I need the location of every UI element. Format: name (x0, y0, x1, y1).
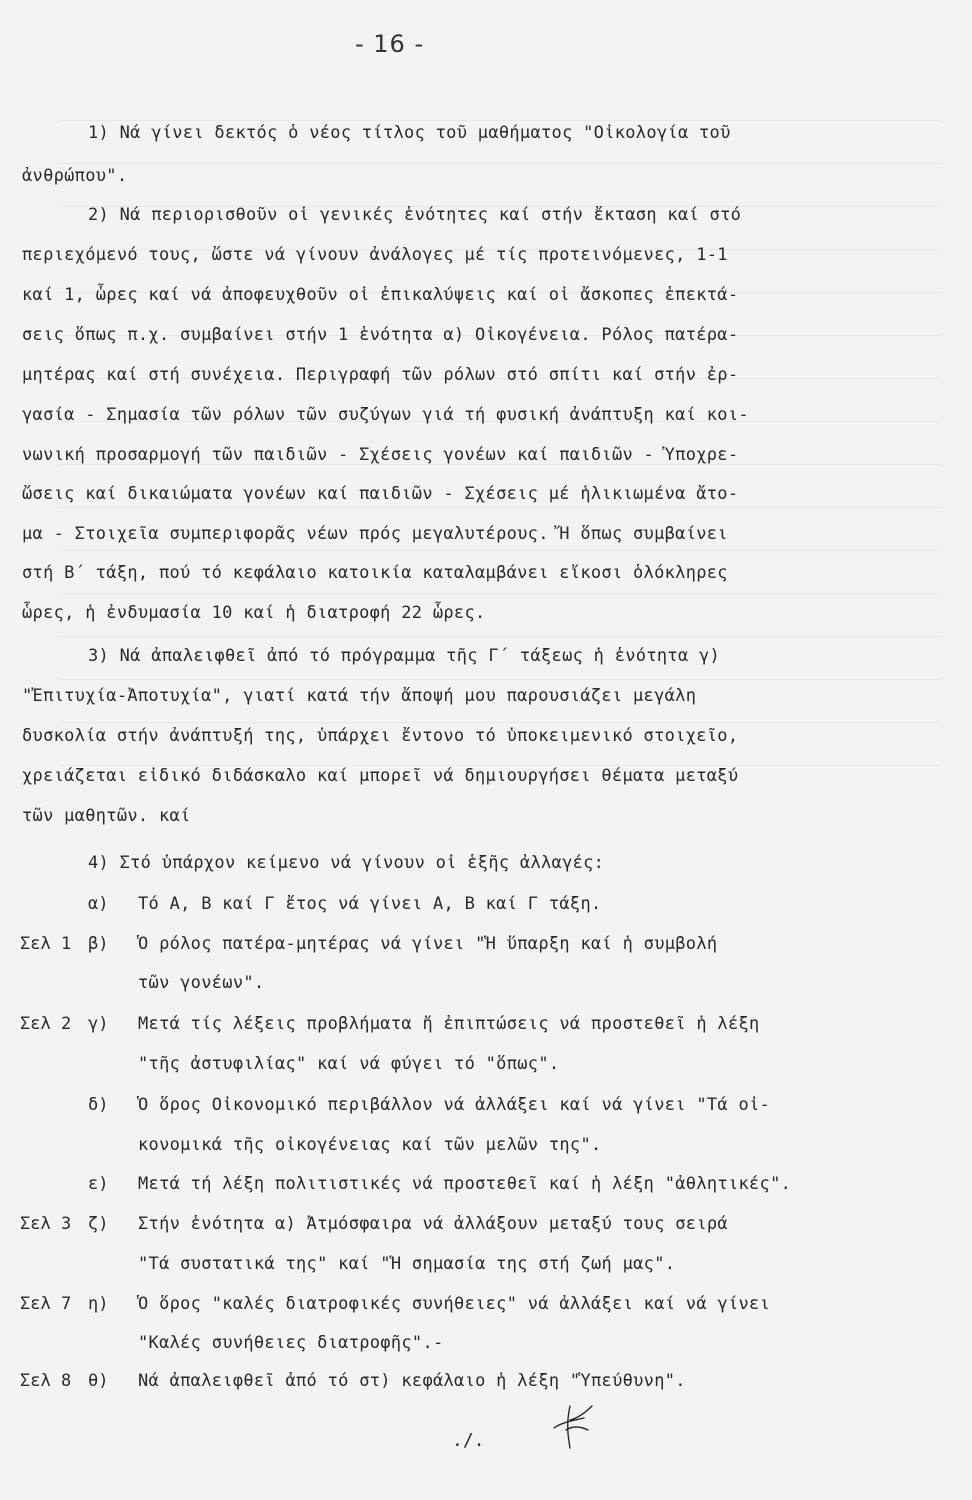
text-line: Ὁ ὅρος "καλές διατροφικές συνήθειες" νά ἀλλάξει καί νά γίνει (138, 1294, 771, 1314)
text-line: χρειάζεται εἰδικό διδάσκαλο καί μπορεῖ νά δημιουργήσει θέματα μεταξύ (22, 766, 739, 786)
text-line: σεις ὅπως π.χ. συμβαίνει στήν 1 ἑνότητα α) Οἰκογένεια. Ρόλος πατέρα- (22, 325, 739, 345)
text-line: νωνική προσαρμογή τῶν παιδιῶν - Σχέσεις γονέων καί παιδιῶν - Ὑποχρε- (22, 445, 739, 465)
page-reference: Σελ 2 (20, 1014, 72, 1034)
page-number: - 16 - (355, 30, 425, 58)
text-line: "Τά συστατικά της" καί "Ἡ σημασία της στή ζωή μας". (138, 1254, 676, 1274)
text-line: Νά ἀπαλειφθεῖ ἀπό τό στ) κεφάλαιο ἡ λέξη "Ὑπεύθυνη". (138, 1371, 686, 1391)
page-reference: Σελ 3 (20, 1214, 72, 1234)
text-line: ὧρες, ἡ ἐνδυμασία 10 καί ἡ διατροφή 22 ὧρες. (22, 603, 486, 623)
item-label: ε) (88, 1174, 109, 1194)
text-line: Ὁ ὅρος Οἰκονομικό περιβάλλον νά ἀλλάξει καί νά γίνει "Τά οἰ- (138, 1095, 771, 1115)
page-reference: Σελ 8 (20, 1371, 72, 1391)
page-reference: Σελ 7 (20, 1294, 72, 1314)
text-line: Μετά τίς λέξεις προβλήματα ἤ ἐπιπτώσεις νά προστεθεῖ ἡ λέξη (138, 1014, 760, 1034)
text-line: Στήν ἑνότητα α) Ἀτμόσφαιρα νά ἀλλάξουν μεταξύ τους σειρά (138, 1214, 728, 1234)
item-label: θ) (88, 1371, 109, 1391)
continuation-mark: ./. (452, 1430, 485, 1451)
text-line: Μετά τή λέξη πολιτιστικές νά προστεθεῖ καί ἡ λέξη "ἀθλητικές". (138, 1174, 792, 1194)
item-label: α) (88, 894, 109, 914)
page-reference: Σελ 1 (20, 934, 72, 954)
text-line: "τῆς ἀστυφιλίας" καί νά φύγει τό "ὅπως". (138, 1054, 560, 1074)
text-line: 3) Νά ἀπαλειφθεῖ ἀπό τό πρόγραμμα τῆς Γ΄ τάξεως ἡ ἑνότητα γ) (88, 646, 721, 666)
text-line: Τό Α, Β καί Γ ἔτος νά γίνει Α, Β καί Γ τάξη. (138, 894, 602, 914)
item-label: ζ) (88, 1214, 109, 1234)
text-line: 1) Νά γίνει δεκτός ὁ νέος τίτλος τοῦ μαθήματος "Οἰκολογία τοῦ (88, 123, 731, 143)
text-line: κονομικά τῆς οἰκογένειας καί τῶν μελῶν της". (138, 1135, 602, 1155)
item-label: η) (88, 1294, 109, 1314)
text-line: δυσκολία στήν ἀνάπτυξή της, ὑπάρχει ἔντονο τό ὑποκειμενικό στοιχεῖο, (22, 726, 739, 746)
text-line: "Καλές συνήθειες διατροφῆς".- (138, 1333, 444, 1353)
text-line: τῶν γονέων". (138, 973, 265, 993)
text-line: ὤσεις καί δικαιώματα γονέων καί παιδιῶν - Σχέσεις μέ ἡλικιωμένα ἄτο- (22, 484, 739, 504)
text-line: Ὁ ρόλος πατέρα-μητέρας νά γίνει "Ἡ ὕπαρξη καί ἡ συμβολή (138, 934, 718, 954)
text-line: μα - Στοιχεῖα συμπεριφορᾶς νέων πρός μεγαλυτέρους. Ἤ ὅπως συμβαίνει (22, 524, 728, 544)
text-line: τῶν μαθητῶν. καί (22, 806, 191, 826)
text-line: μητέρας καί στή συνέχεια. Περιγραφή τῶν ρόλων στό σπίτι καί στήν ἐρ- (22, 365, 739, 385)
text-line: ἀνθρώπου". (22, 166, 128, 186)
item-label: δ) (88, 1095, 109, 1115)
item-label: β) (88, 934, 109, 954)
signature-initials (548, 1400, 598, 1450)
text-line: γασία - Σημασία τῶν ρόλων τῶν συζύγων γιά τή φυσική ἀνάπτυξη καί κοι- (22, 405, 749, 425)
text-line: καί 1, ὧρες καί νά ἀποφευχθοῦν οἱ ἐπικαλύψεις καί οἱ ἄσκοπες ἐπεκτά- (22, 285, 739, 305)
text-line: 2) Νά περιορισθοῦν οἱ γενικές ἑνότητες καί στήν ἔκταση καί στό (88, 205, 742, 225)
text-line: στή Β΄ τάξη, πού τό κεφάλαιο κατοικία καταλαμβάνει εἴκοσι ὁλόκληρες (22, 563, 728, 583)
item-label: γ) (88, 1014, 109, 1034)
text-line: 4) Στό ὑπάρχον κείμενο νά γίνουν οἱ ἑξῆς ἀλλαγές: (88, 853, 605, 873)
text-line: "Ἐπιτυχία-Ἀποτυχία", γιατί κατά τήν ἄποψή μου παρουσιάζει μεγάλη (22, 686, 697, 706)
text-line: περιεχόμενό τους, ὥστε νά γίνουν ἀνάλογες μέ τίς προτεινόμενες, 1-1 (22, 245, 728, 265)
